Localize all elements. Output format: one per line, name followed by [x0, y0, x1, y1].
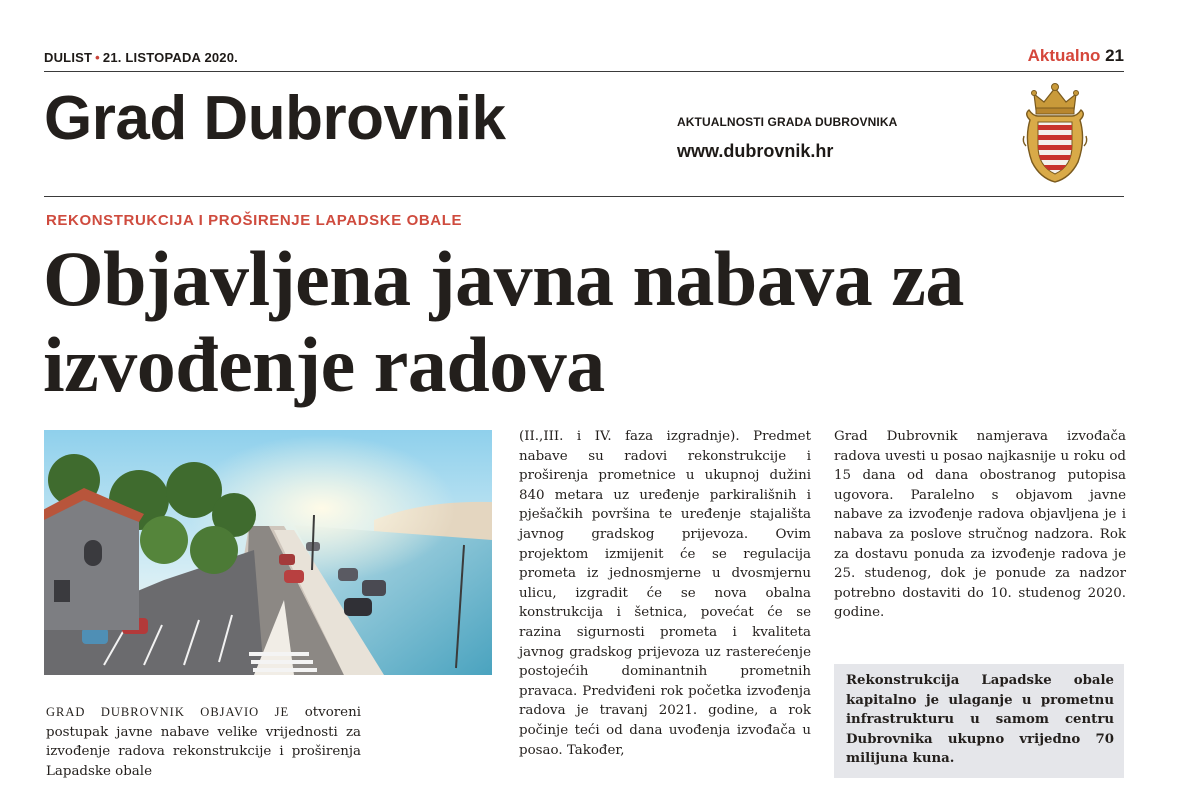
section-name: Aktualno [1027, 46, 1101, 65]
article-column-1-text: otvoreni postupak javne nabave velike vrijednosti za izvođenje radova rekonstrukcije i proširenja Lapadske obale [46, 705, 361, 779]
article-column-1 [46, 703, 361, 781]
coat-of-arms-icon [1020, 80, 1090, 186]
article-kicker: REKONSTRUKCIJA I PROŠIRENJE LAPADSKE OBALE [46, 212, 463, 229]
publication-name: DULIST [44, 50, 93, 65]
article-callout-box: Rekonstrukcija Lapadske obale kapitalno je ulaganje u prometnu infrastrukturu u samom centru Dubrovnika ukupno vrijedno 70 milijuna kuna. [834, 664, 1124, 778]
waterfront-rendering-image [44, 430, 492, 675]
issue-date: 21. LISTOPADA 2020. [102, 50, 238, 65]
section-page-label [1028, 46, 1124, 66]
masthead-title: Grad Dubrovnik [44, 84, 506, 153]
masthead-url[interactable]: www.dubrovnik.hr [677, 141, 834, 161]
article-column-2: (II.,III. i IV. faza izgradnje). Predmet nabave su radovi rekonstrukcije i proširenja prometnice u ukupnoj dužini 840 metara uz uređenje parkirališnih i pješačkih površina te uređenje stajališta javnog gradskog prijevoza. Ovim projektom izmijenit će se regulacija prometa iz jednosmjerne u dvosmjernu ulicu, izgradit će se nova obalna konstrukcija i šetnica, povećat će se razina sigurnosti prometa i kvaliteta javnog gradskog prijevoza uz rasterećenje postojećih dominantnih prometnih pravaca. Predviđeni rok početka izvođenja radova je travanj 2021. godine, a rok počinje teći od dana uvođenja izvođača u posao. Također, [519, 429, 811, 758]
separator-dot: • [95, 50, 100, 65]
publication-line [44, 50, 238, 65]
masthead-divider [44, 196, 1124, 197]
masthead-subtitle: AKTUALNOSTI GRADA DUBROVNIKA [677, 115, 898, 129]
page-number: 21 [1105, 46, 1124, 65]
page-header-bar [44, 46, 1124, 68]
article-column-3: Grad Dubrovnik namjerava izvođača radova uvesti u posao najkasnije u roku od 15 dana od dana obostranog putopisa ugovora. Paralelno s objavom javne nabave za izvođenje radova objavljena je i nabava za poslove stručnog nadzora. Rok za dostavu ponuda za izvođenje radova je 25. studenog, dok je ponude za nadzor potrebno dostaviti do 10. studenog 2020. godine. [834, 429, 1126, 621]
article-lead-in: GRAD DUBROVNIK OBJAVIO JE [46, 705, 290, 719]
article-headline: Objavljena javna nabava za izvođenje radova [43, 235, 964, 408]
top-divider [44, 71, 1124, 72]
